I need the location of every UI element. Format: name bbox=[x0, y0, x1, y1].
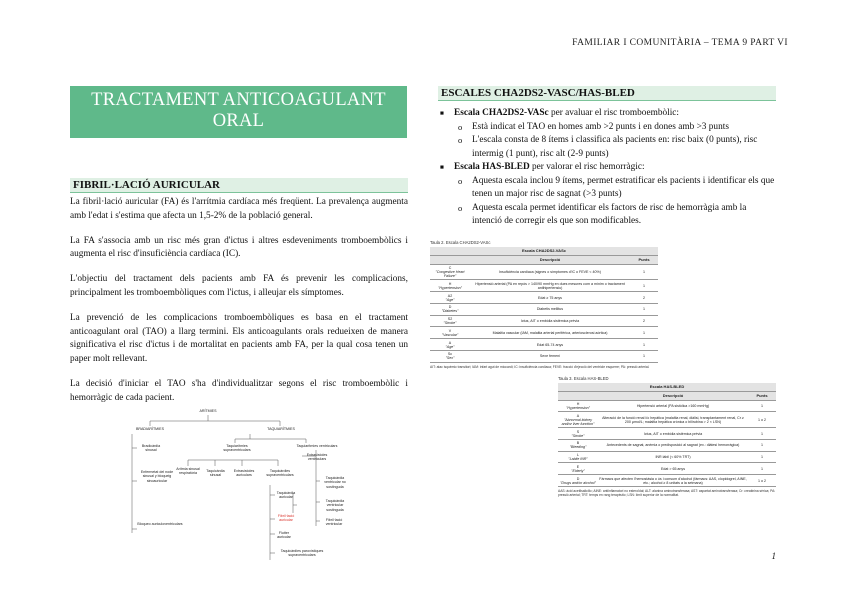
table-row bbox=[558, 412, 776, 428]
row-letter: A2 bbox=[447, 293, 453, 298]
tree-svt-sustained: Taquicàrdia ventricular sostinguda bbox=[325, 499, 345, 512]
table-row bbox=[430, 315, 658, 327]
row-letter: C bbox=[448, 265, 452, 270]
row-description: INR làbil (< 60% TRT) bbox=[598, 451, 748, 463]
tree-ventricular: Taquiarítmies ventriculars bbox=[296, 444, 338, 448]
tree-svt: Taquicàrdies supraventriculars bbox=[266, 469, 294, 478]
row-subtitle: "Abnormal kidney and/or liver function" bbox=[561, 417, 595, 426]
table2-note: AAS: àcid acetilsalicílic; AINE: antiinflamatori no esteroïdal; ALT: alanina aminotransferasa; AST: aspartat aminotransferasa; Cr: creatinina sèrica; PA: pressió arterial; TRT: temps en rang terapèutic; LSN: límit superior de la normalitat. bbox=[558, 489, 776, 498]
table-row bbox=[430, 303, 658, 315]
bullet-hasbled bbox=[438, 161, 778, 175]
row-letter: A bbox=[448, 340, 452, 345]
row-points: 1 bbox=[630, 280, 658, 292]
row-description: Malaltia vascular (IAM, malaltia arterial perifèrica, arteriosclerosi aòrtica) bbox=[470, 327, 630, 339]
section-fibrillation-title: FIBRIL·LACIÓ AURICULAR bbox=[70, 178, 408, 193]
table-cha2ds2vasc bbox=[430, 240, 658, 369]
row-subtitle: "Hypertension" bbox=[438, 285, 462, 290]
bullet-cha2ds2vasc-rest: per avaluar el risc tromboembòlic: bbox=[548, 108, 679, 118]
row-points: 1 bbox=[748, 428, 776, 440]
row-subtitle: "Drugs and/or alcohol" bbox=[560, 480, 596, 485]
row-subtitle: "Bleeding" bbox=[569, 445, 587, 450]
tree-bradyarrhythmias: BRADIARÍTMIES bbox=[136, 427, 164, 431]
page-number: 1 bbox=[771, 551, 776, 561]
arrhythmia-tree bbox=[120, 408, 350, 566]
tree-nsvt: Taquicàrdia ventricular no sostinguda bbox=[324, 476, 346, 489]
row-letter: L bbox=[577, 453, 579, 458]
table2-col-desc: Descripció bbox=[598, 391, 748, 400]
row-letter: Sc bbox=[447, 352, 453, 357]
row-subtitle: "Stroke" bbox=[571, 433, 585, 438]
page-title-line2: ORAL bbox=[212, 111, 265, 131]
row-letter: D bbox=[576, 476, 580, 481]
table2-grid bbox=[558, 383, 776, 487]
sub-has-1: o Aquesta escala inclou 9 ítems, permet estratificar els pacients i identificar els que tenen un major risc de sagnat (>3 punts) bbox=[438, 175, 778, 202]
tree-connectors bbox=[120, 408, 350, 566]
tree-atrial-tachycardia: Taquicàrdia auricular bbox=[276, 491, 296, 500]
table1-title: Escala CHA2DS2-VASc bbox=[430, 247, 658, 255]
bullet-cha2ds2vasc bbox=[438, 107, 778, 121]
row-description: Hipertensió arterial (PA en repòs > 140/90 mmHg en dues mesures com a mínim o tractament antihipertensiu) bbox=[470, 280, 630, 292]
row-points: 1 bbox=[748, 451, 776, 463]
row-letter: B bbox=[576, 441, 580, 446]
sub-cha-2: o L'escala consta de 8 ítems i classifica als pacients en: risc baix (0 punts), risc intermig (1 punt), risc alt (2-9 punts) bbox=[438, 134, 778, 161]
row-letter: E bbox=[576, 464, 580, 469]
table-hasbled bbox=[558, 376, 776, 498]
row-points: 1 bbox=[630, 351, 658, 363]
table-row bbox=[430, 292, 658, 304]
row-description: Diabetis mellitus bbox=[470, 303, 630, 315]
bullet-hasbled-bold: Escala HAS-BLED bbox=[454, 162, 530, 172]
row-description: Fàrmacs que afecten l'hemostàsia o ús i consum d'alcohol (fàrmacs: AAS, clopidogrel, AINE, etc.; alcohol ≥ 8 unitats a la setmana) bbox=[599, 476, 747, 485]
row-subtitle: "Age" bbox=[445, 344, 455, 349]
table1-body bbox=[430, 264, 658, 362]
table1-caption: Taula 2. Escala CHA2DS2-VASc bbox=[430, 240, 491, 245]
paragraph-5: La decisió d'iniciar el TAO s'ha d'individualitzar segons el risc tromboembòlic i hemorràgic de cada pacient. bbox=[70, 378, 408, 403]
row-description: Antecedents de sagnat, anèmia o predisposició al sagnat (ex.: diàtesi hemorràgica) bbox=[598, 439, 748, 451]
section-scales-title: ESCALES CHA2DS2-VASC/HAS-BLED bbox=[438, 86, 776, 101]
table2-title: Escala HAS-BLED bbox=[558, 383, 776, 391]
tree-ventricular-fibrillation: Fibril·lació ventricular bbox=[325, 518, 343, 527]
sub-cha-1: o Està indicat el TAO en homes amb >2 punts i en dones amb >3 punts bbox=[438, 121, 778, 135]
table-row bbox=[558, 475, 776, 487]
row-points: 1 bbox=[748, 439, 776, 451]
left-body bbox=[70, 196, 408, 406]
row-description: Ictus, AIT o embòlia sistèmica prèvia bbox=[470, 315, 630, 327]
row-description: Sexe femení bbox=[470, 351, 630, 363]
row-description: Edat 65-74 anys bbox=[470, 339, 630, 351]
table2-body bbox=[558, 400, 776, 486]
paragraph-4: La prevenció de les complicacions tromboembòliques es basa en el tractament anticoagulant oral (TAO) a llarg termini. Els anticoagulants orals redueixen de manera significativa el risc d'ictus i de mortalitat en pacients amb FA, per la qual cosa tenen un paper molt rellevant. bbox=[70, 312, 408, 365]
tree-atrial-flutter: Flutter auricular bbox=[277, 531, 291, 540]
table-row bbox=[558, 451, 776, 463]
row-description: Ictus, AIT o embòlia sistèmica prèvia bbox=[598, 428, 748, 440]
row-subtitle: "Age" bbox=[445, 297, 455, 302]
row-subtitle: "Stroke" bbox=[443, 321, 457, 326]
row-description: Insuficiència cardíaca (signes o símptomes d'IC o FEVE < 40%) bbox=[470, 264, 630, 280]
paragraph-3: L'objectiu del tractament dels pacients amb FA és prevenir les complicacions, principalment les tromboembòliques com l'ictus, i alleujar els símptomes. bbox=[70, 274, 408, 298]
row-points: 1 o 2 bbox=[748, 412, 776, 428]
row-letter: D bbox=[448, 305, 452, 310]
row-letter: A bbox=[576, 413, 580, 418]
table-row bbox=[558, 463, 776, 475]
row-letter: S bbox=[576, 429, 580, 434]
row-subtitle: "Elderly" bbox=[571, 468, 585, 473]
row-description: Edat ≥ 75 anys bbox=[470, 292, 630, 304]
page-title bbox=[70, 86, 407, 138]
tree-atrial-fibrillation: Fibril·lació auricular bbox=[277, 514, 295, 523]
tree-sinus-node-disease: Enfermetat del node sinusal y bloqueig sinoauricular bbox=[140, 470, 174, 483]
row-letter: H bbox=[576, 401, 580, 406]
row-points: 1 bbox=[630, 339, 658, 351]
row-points: 2 bbox=[630, 315, 658, 327]
running-header: FAMILIAR I COMUNITÀRIA – TEMA 9 PART VI bbox=[572, 38, 788, 48]
table1-col-pts: Punts bbox=[630, 255, 658, 264]
tree-atrial-extrasystoles: Extrasístoles auriculars bbox=[233, 469, 255, 478]
row-description: Alteració de la funció renal i/o hepàtica (malaltia renal, diàlisi, transplantament renal, Cr ≥ 200 µmol/L; malaltia hepàtica crònica o bilirubina > 2 × LSN) bbox=[598, 412, 748, 428]
row-description: Hipertensió arterial (PA sistòlica >160 mmHg) bbox=[598, 400, 748, 412]
sub-has-2: o Aquesta escala permet identificar els factors de risc de hemorràgia amb la intenció de corregir els que son modificables. bbox=[438, 202, 778, 229]
table-row bbox=[558, 428, 776, 440]
tree-root: ARÍTMIES bbox=[199, 409, 217, 413]
row-points: 1 bbox=[630, 303, 658, 315]
tree-ventricular-extrasystoles: Extrasístoles ventriculars bbox=[306, 453, 328, 462]
table1-note: AIT: atac isquèmic transitori; IAM: infart agut de miocardi; IC: insuficiència cardíaca; FEVE: fracció d'ejecció del ventricle esquerre; PA: pressió arterial. bbox=[430, 364, 650, 369]
scales-list bbox=[438, 107, 778, 229]
row-points: 1 bbox=[748, 463, 776, 475]
tree-sinus-arrhythmia: Arítmia sinusal respiratòria bbox=[176, 467, 200, 476]
bullet-hasbled-rest: per valorar el risc hemorràgic: bbox=[529, 162, 645, 172]
row-letter: S2 bbox=[447, 317, 453, 322]
row-subtitle: "Congestive Heart Failure" bbox=[435, 269, 465, 278]
row-points: 2 bbox=[630, 292, 658, 304]
table-row bbox=[430, 264, 658, 280]
row-description: Edat > 65 anys bbox=[598, 463, 748, 475]
row-subtitle: "Sex" bbox=[445, 356, 455, 361]
row-letter: H bbox=[448, 281, 452, 286]
page-title-line1: TRACTAMENT ANTICOAGULANT bbox=[91, 90, 386, 110]
row-subtitle: "Vascular" bbox=[441, 332, 459, 337]
table-row bbox=[430, 351, 658, 363]
tree-supraventricular: Taquiarítmies supraventriculars bbox=[223, 444, 251, 453]
table-row bbox=[430, 327, 658, 339]
tree-paroxysmal-svt: Taquicàrdies paroxístiques supraventriculars bbox=[280, 549, 324, 558]
table-row bbox=[558, 439, 776, 451]
table-row bbox=[430, 280, 658, 292]
table1-grid bbox=[430, 247, 658, 363]
tree-tachyarrhythmias: TAQUIARÍTMIES bbox=[267, 427, 295, 431]
table-row bbox=[558, 400, 776, 412]
row-points: 1 bbox=[748, 400, 776, 412]
row-subtitle: "Hypertension" bbox=[566, 405, 590, 410]
table2-caption: Taula 3. Escala HAS-BLED bbox=[558, 376, 609, 381]
table1-col-desc: Descripció bbox=[470, 255, 630, 264]
tree-av-block: Bloqueo auriculoventriculars bbox=[137, 522, 183, 526]
row-subtitle: "Labile INR" bbox=[568, 457, 588, 462]
table-row bbox=[430, 339, 658, 351]
bullet-cha2ds2vasc-bold: Escala CHA2DS2-VASc bbox=[454, 108, 549, 118]
paragraph-1: La fibril·lació auricular (FA) és l'arrítmia cardíaca més freqüent. La prevalença augmenta amb l'edat i s'estima que afecta un 1,5-2% de la població general. bbox=[70, 197, 408, 221]
tree-sinus-tachycardia: Taquicàrdia sinusal bbox=[206, 469, 225, 478]
row-points: 1 bbox=[630, 327, 658, 339]
row-letter: V bbox=[448, 328, 452, 333]
tree-sinus-bradycardia: Bradicàrdia sinusal bbox=[141, 444, 161, 453]
row-points: 1 o 2 bbox=[748, 475, 776, 487]
row-subtitle: "Diabetes" bbox=[441, 309, 459, 314]
row-points: 1 bbox=[630, 264, 658, 280]
paragraph-2: La FA s'associa amb un risc més gran d'ictus i altres esdeveniments tromboembòlics i augmenta el risc d'insuficiència cardíaca (IC). bbox=[70, 235, 408, 260]
table2-col-pts: Punts bbox=[748, 391, 776, 400]
